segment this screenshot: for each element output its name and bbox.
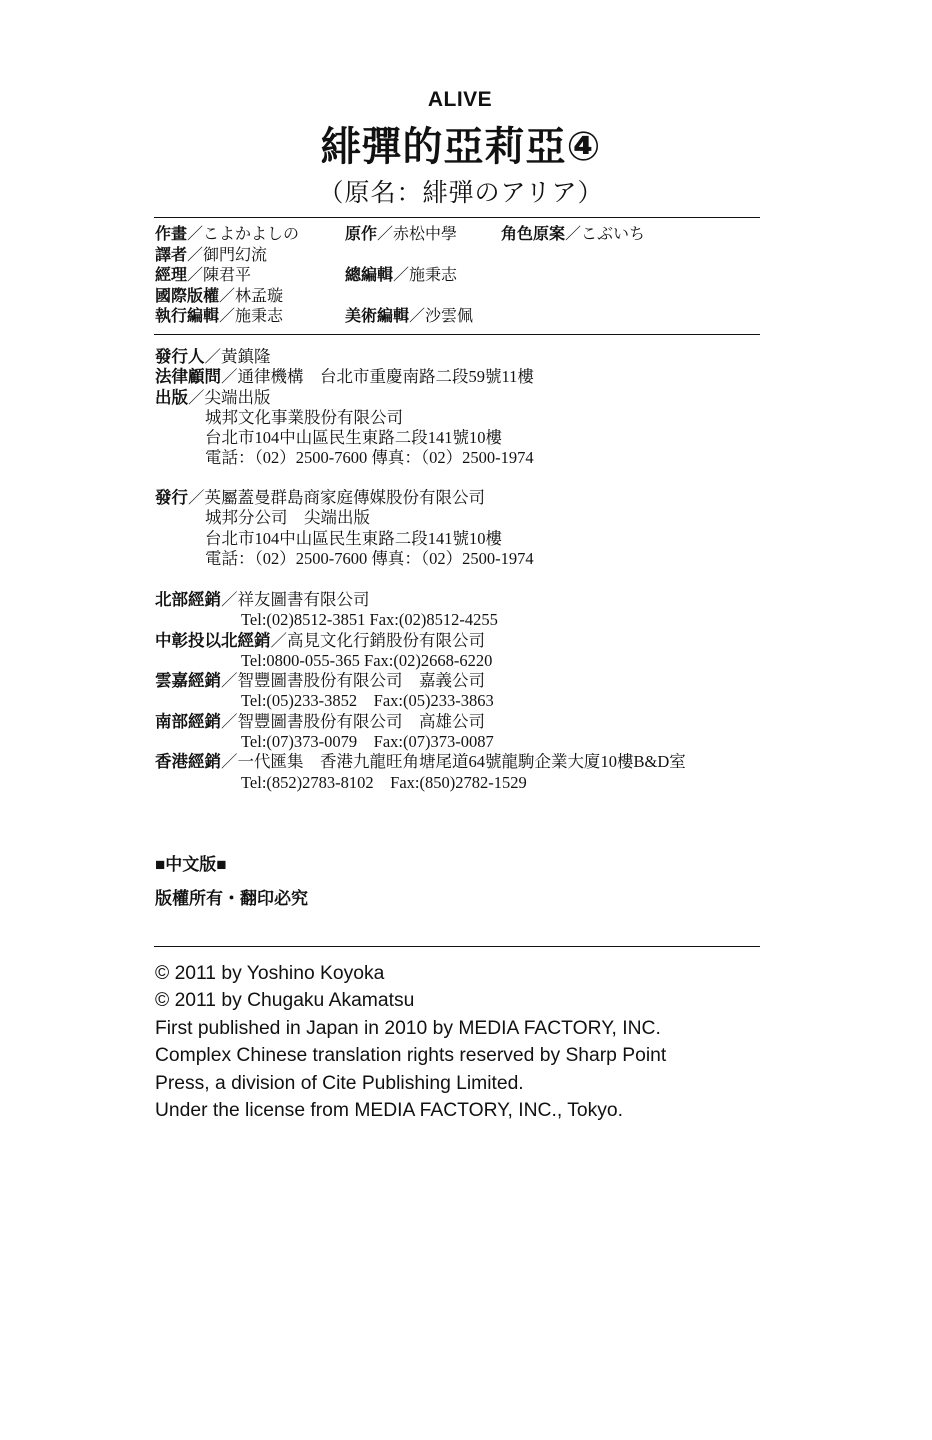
distributor-contact: Tel:(05)233-3852 Fax:(05)233-3863 [241, 691, 494, 711]
distribution-detail: 電話：（02）2500-7600 傳真：（02）2500-1974 [205, 548, 534, 568]
publisher-block [155, 347, 534, 469]
credit-cell: 總編輯／施秉志 [345, 267, 458, 284]
credit-cell: 作畫／こよかよしの [155, 226, 300, 243]
publisher-line: 法律顧問／通律機構 台北市重慶南路二段59號11樓 [155, 367, 534, 387]
distributor-contact: Tel:(07)373-0079 Fax:(07)373-0087 [241, 732, 494, 752]
distribution-line: 發行／英屬蓋曼群島商家庭傳媒股份有限公司 [155, 488, 485, 507]
credit-cell: 美術編輯／沙雲佩 [345, 308, 474, 325]
rights-notice: 版權所有・翻印必究 [155, 889, 308, 908]
copyright-line: First published in Japan in 2010 by MEDIA FACTORY, INC. [155, 1017, 661, 1039]
distribution-block [155, 488, 534, 569]
distribution-detail: 城邦分公司 尖端出版 [205, 508, 370, 528]
credits-row [155, 287, 775, 308]
copyright-line: Under the license from MEDIA FACTORY, INC., Tokyo. [155, 1100, 623, 1122]
distributor-contact: Tel:(852)2783-8102 Fax:(850)2782-1529 [241, 772, 527, 792]
distributor-line: 南部經銷／智豐圖書股份有限公司 高雄公司 [155, 711, 485, 731]
credits-block [155, 225, 775, 328]
distributor-contact: Tel:(02)8512-3851 Fax:(02)8512-4255 [241, 610, 498, 630]
distribution-detail: 台北市104中山區民生東路二段141號10樓 [205, 528, 502, 548]
publisher-line: 出版／尖端出版 [155, 387, 271, 407]
credits-row [155, 225, 775, 246]
credit-cell: 譯者／御門幻流 [155, 246, 268, 264]
distributor-line: 香港經銷／一代匯集 香港九龍旺角塘尾道64號龍駒企業大廈10樓B&D室 [155, 752, 686, 772]
publisher-detail: 城邦文化事業股份有限公司 [205, 407, 403, 427]
distributor-line: 雲嘉經銷／智豐圖書股份有限公司 嘉義公司 [155, 671, 485, 691]
publisher-line: 發行人／黃鎮隆 [155, 347, 271, 366]
distributor-contact: Tel:0800-055-365 Fax:(02)2668-6220 [241, 650, 493, 670]
divider-bottom [154, 946, 760, 947]
distributor-line: 北部經銷／祥友圖書有限公司 [155, 590, 370, 609]
credit-cell: 經理／陳君平 [155, 267, 252, 284]
credit-cell: 原作／赤松中學 [345, 226, 458, 243]
divider-top [154, 217, 760, 218]
divider-middle [154, 334, 760, 335]
credit-cell: 國際版權／林孟璇 [155, 287, 284, 305]
distributor-line: 中彰投以北經銷／高見文化行銷股份有限公司 [155, 630, 485, 650]
copyright-line: © 2011 by Chugaku Akamatsu [155, 990, 415, 1012]
credit-cell: 執行編輯／施秉志 [155, 308, 284, 325]
copyright-block [155, 960, 666, 1124]
publisher-detail: 電話：（02）2500-7600 傳真：（02）2500-1974 [205, 448, 534, 468]
credits-row [155, 307, 775, 328]
chinese-edition-label: ■中文版■ [155, 855, 227, 874]
series-title: ALIVE [427, 88, 493, 111]
copyright-line: Complex Chinese translation rights reserved by Sharp Point [155, 1045, 667, 1067]
copyright-line: Press, a division of Cite Publishing Limited. [155, 1072, 524, 1094]
credits-row [155, 246, 775, 267]
distributors-block [155, 590, 686, 793]
copyright-line: © 2011 by Yoshino Koyoka [155, 963, 385, 984]
publisher-detail: 台北市104中山區民生東路二段141號10樓 [205, 428, 502, 448]
credits-row [155, 266, 775, 287]
credit-cell: 角色原案／こぶいち [501, 226, 646, 243]
book-title: 緋彈的亞莉亞④ [320, 125, 602, 169]
original-title: （原名：緋弾のアリア） [318, 179, 604, 207]
